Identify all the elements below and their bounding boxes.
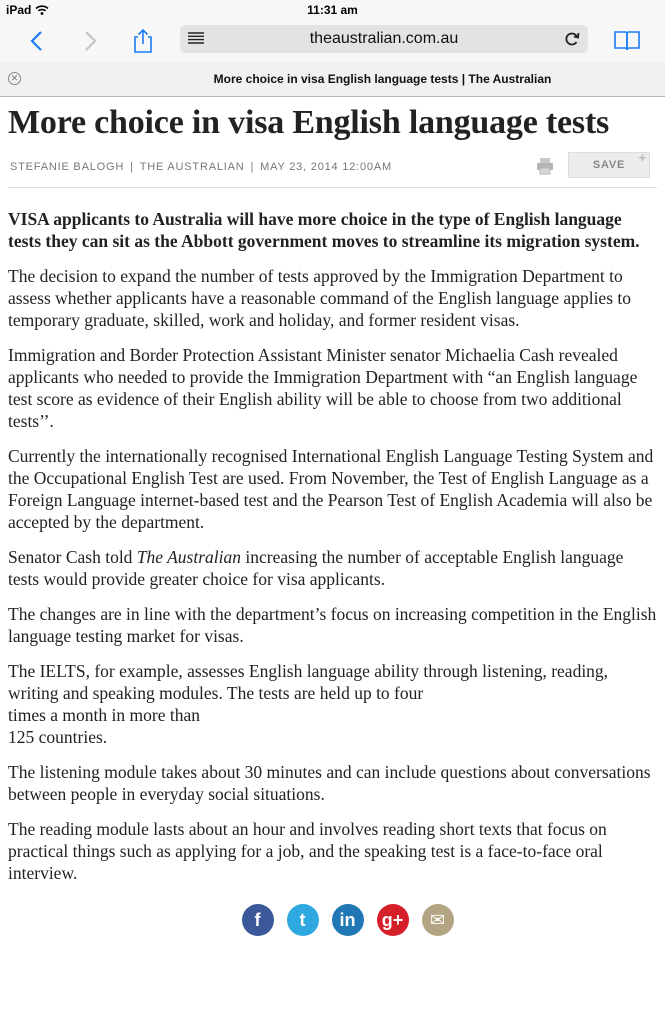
paragraph-text: increasing the number of acceptable English language tests would provide greater choice for visa applicants. [8,547,624,589]
lead-paragraph: VISA applicants to Australia will have more choice in the type of English language tests they can sit as the Abbott government moves to streamline its migration system. [8,209,640,251]
browser-toolbar [0,20,665,62]
back-button[interactable] [21,26,51,56]
byline-meta [10,161,392,173]
tab-title[interactable]: More choice in visa English language tests | The Australian [213,72,552,86]
print-icon[interactable] [536,157,554,175]
facebook-icon[interactable]: f [242,904,274,936]
reload-icon[interactable] [564,30,580,48]
article [0,101,665,936]
address-bar[interactable] [180,25,588,53]
close-tab-icon[interactable]: ✕ [8,72,21,85]
paragraph [8,660,657,748]
save-label: SAVE [592,159,626,171]
headline: More choice in visa English language tests [8,104,610,141]
publication: THE AUSTRALIAN [139,161,245,173]
byline-separator: | [130,161,134,173]
author[interactable]: STEFANIE BALOGH [10,161,125,173]
paragraph-line: The IELTS, for example, assesses English language ability through listening, reading, writing and speaking modules. The tests are held up to four [8,661,609,703]
paragraph [8,546,657,590]
paragraph: The changes are in line with the department’s focus on increasing competition in the English language testing market for visas. [8,604,657,646]
paragraph: The reading module lasts about an hour and involves reading short texts that focus on practical things such as applying for a job, and the speaking test is a face-to-face oral interview. [8,819,607,883]
social-share-bar [8,904,657,936]
chevron-left-icon [29,30,43,52]
plus-icon: + [638,150,647,165]
status-bar [0,0,665,20]
device-label: iPad [6,3,32,17]
paragraph: The decision to expand the number of tests approved by the Immigration Department to assess whether applicants have a reasonable command of the English language applies to temporary graduate, skilled, work and holiday, and former resident visas. [8,266,631,330]
forward-button[interactable] [76,26,106,56]
paragraph-text: Senator Cash told [8,547,137,567]
twitter-icon[interactable]: t [287,904,319,936]
tab-bar [0,62,665,97]
paragraph-line: tests’’. [8,411,54,431]
paragraph-line: Immigration and Border Protection Assistant Minister senator Michaelia Cash revealed applicants who needed to provide the Immigration Department with “an English language [8,345,638,387]
paragraph-line: test score as evidence of their English ability will be able to choose from two additional [8,389,622,409]
bookmarks-button[interactable] [612,26,642,56]
paragraph: The listening module takes about 30 minutes and can include questions about conversations between people in everyday social situations. [8,762,651,804]
article-body [8,265,657,884]
paragraph: Currently the internationally recognised International English Language Testing System and the Occupational English Test are used. From November, the Test of English Language as a Foreign Language internet-based test and the Pearson Test of English Academia will also be accepted by the department. [8,446,654,532]
share-button[interactable] [128,26,158,56]
url-text: theaustralian.com.au [309,30,459,47]
byline [8,150,657,188]
paragraph-line: 125 countries. [8,727,108,747]
paragraph-line: times a month in more than [8,705,200,725]
publish-date: MAY 23, 2014 12:00AM [260,161,392,173]
status-time: 11:31 am [307,3,358,17]
book-icon [613,30,641,52]
chevron-right-icon [84,30,98,52]
share-icon [132,28,154,54]
linkedin-icon[interactable]: in [332,904,364,936]
google-plus-icon[interactable]: g+ [377,904,409,936]
byline-separator: | [250,161,255,173]
email-icon[interactable]: ✉ [422,904,454,936]
publication-name: The Australian [136,547,242,567]
paragraph [8,344,657,432]
save-button[interactable] [568,152,650,178]
